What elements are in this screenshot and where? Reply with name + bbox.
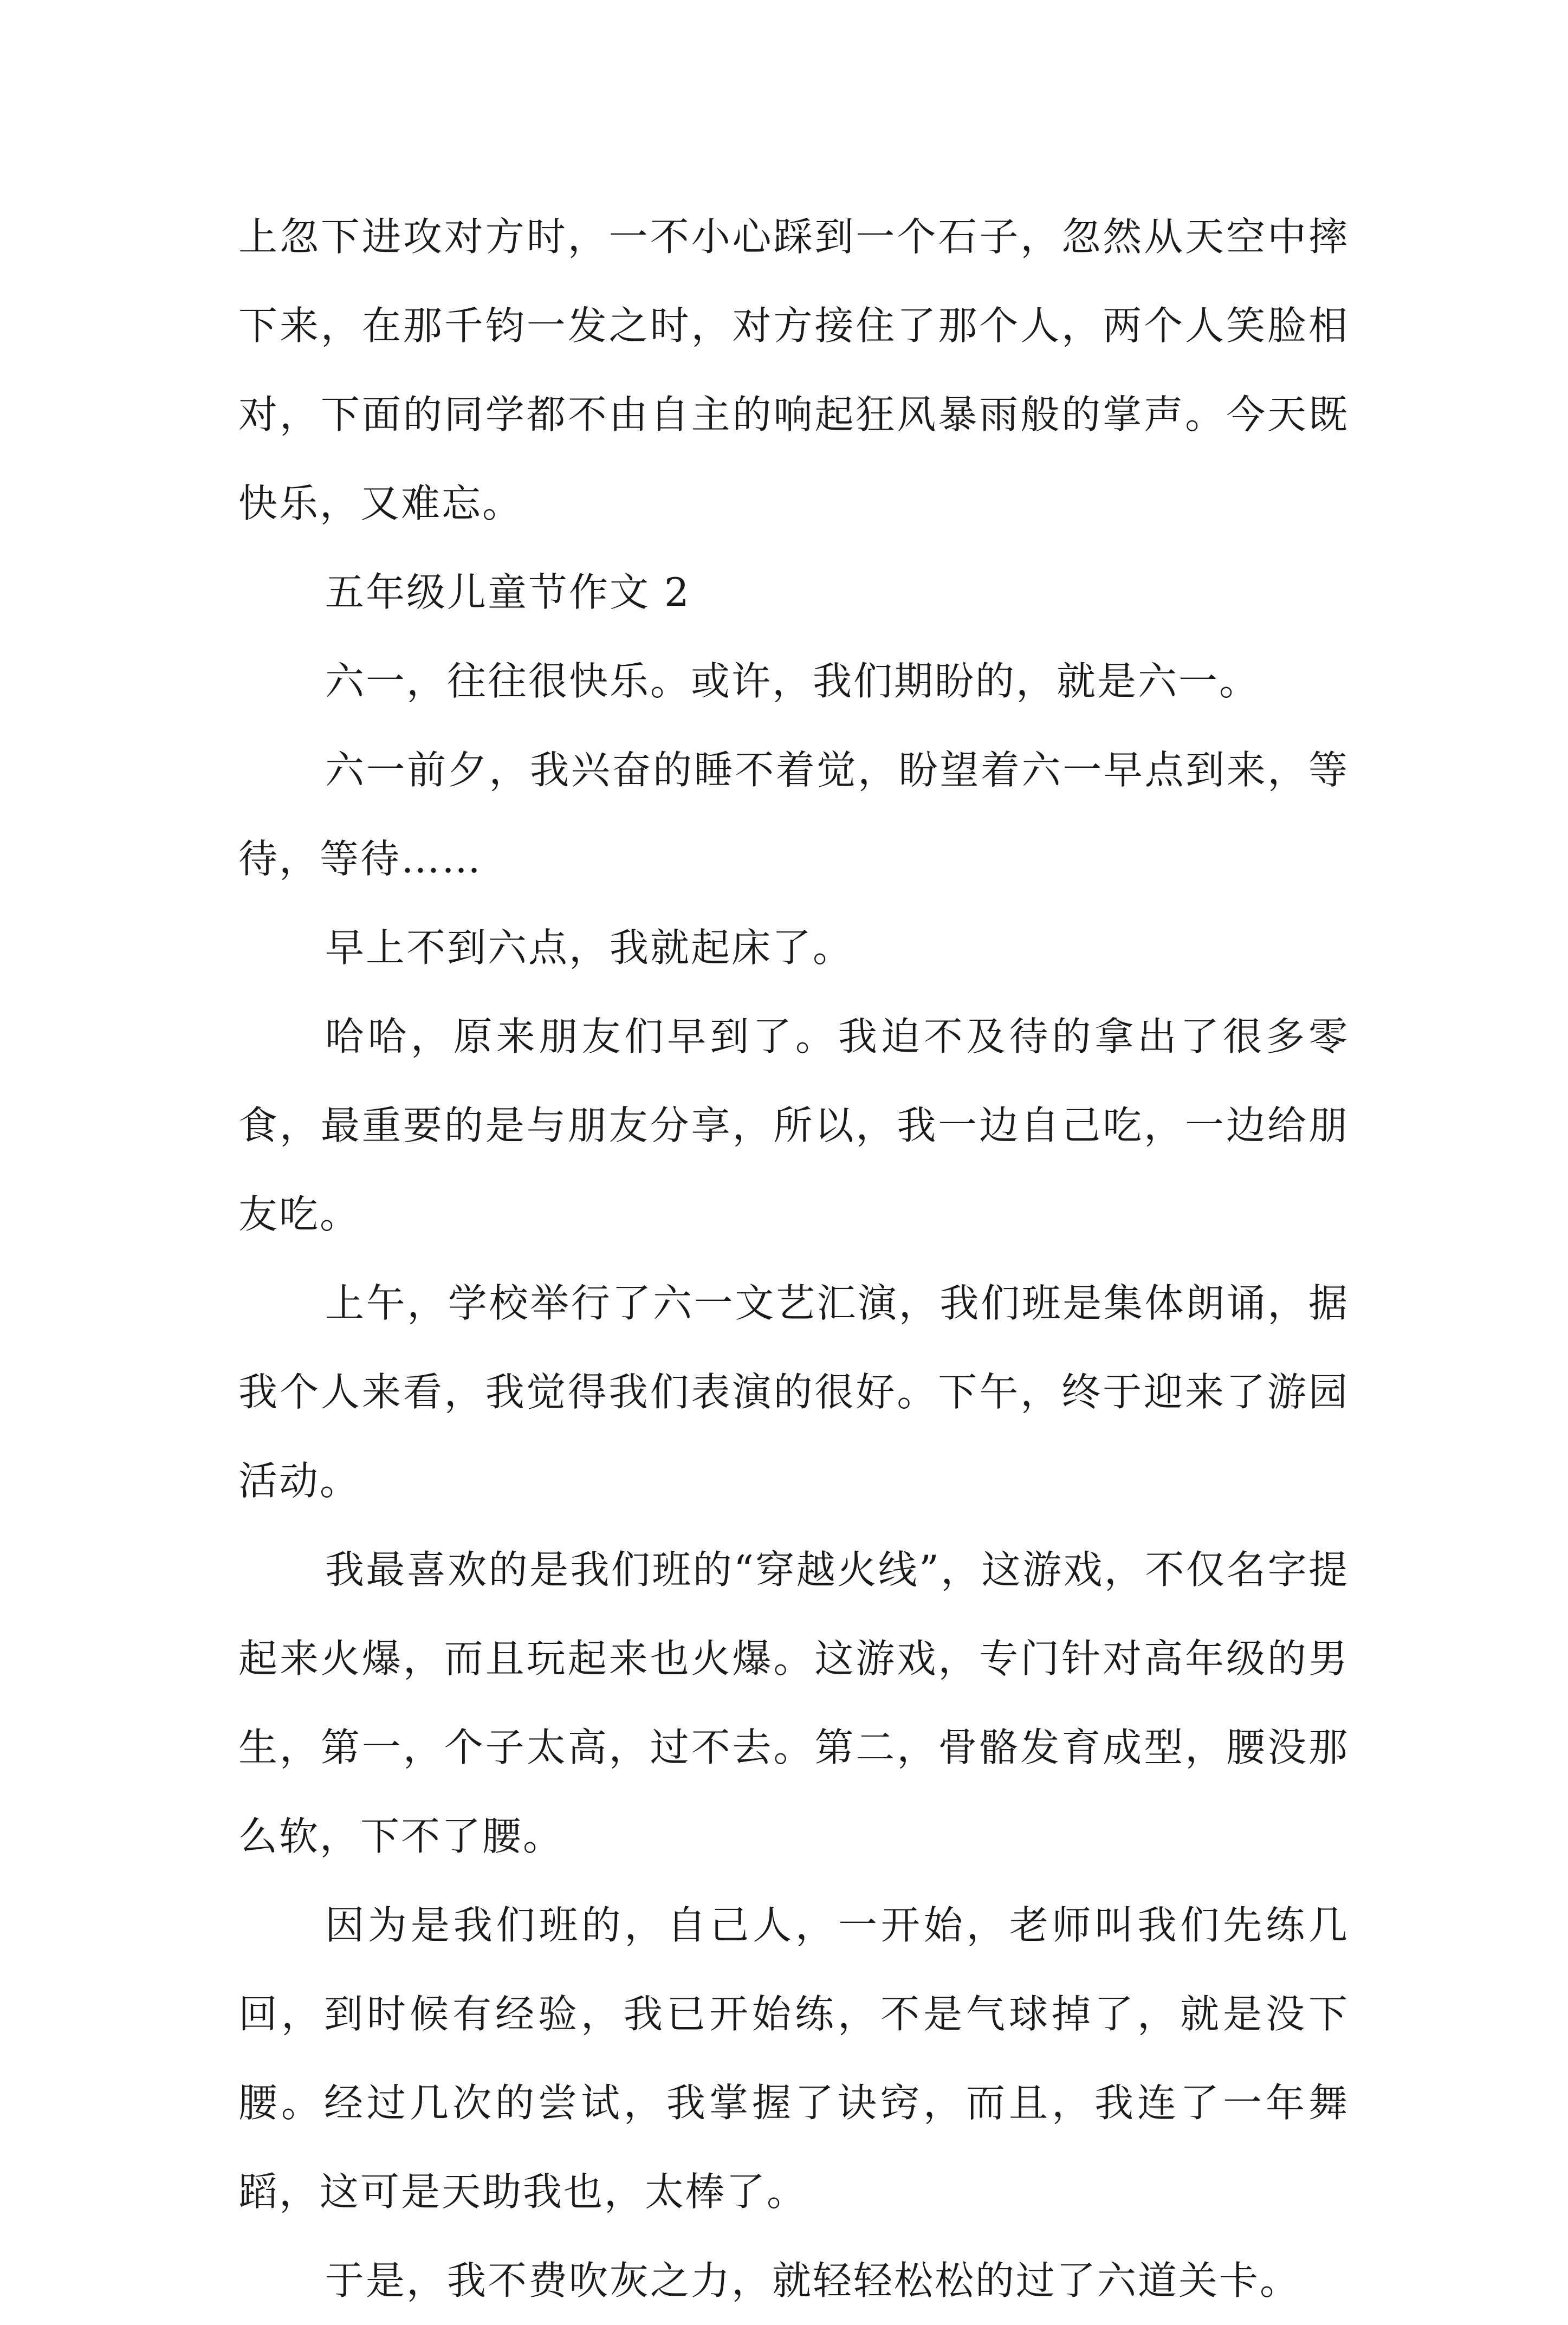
paragraph: 因为是我们班的，自己人，一开始，老师叫我们先练几回，到时候有经验，我已开始练，不是气球掉了，就是没下腰。经过几次的尝试，我掌握了诀窍，而且，我连了一年舞蹈，这可是天助我也，太棒了。 (238, 1902, 1349, 2214)
paragraph-continued: 上忽下进攻对方时，一不小心踩到一个石子，忽然从天空中摔下来，在那千钧一发之时，对方接住了那个人，两个人笑脸相对，下面的同学都不由自主的响起狂风暴雨般的掌声。今天既快乐，又难忘。 (238, 214, 1349, 526)
paragraph: 六一前夕，我兴奋的睡不着觉，盼望着六一早点到来，等待，等待…… (238, 747, 1349, 882)
document-body (238, 192, 1349, 2325)
paragraph: 于是，我不费吹灰之力，就轻轻松松的过了六道关卡。 (325, 2258, 1301, 2303)
paragraph: 我最喜欢的是我们班的“穿越火线”，这游戏，不仅名字提起来火爆，而且玩起来也火爆。这游戏，专门针对高年级的男生，第一，个子太高，过不去。第二，骨骼发育成型，腰没那么软，下不了腰。 (238, 1547, 1349, 1859)
paragraph: 哈哈，原来朋友们早到了。我迫不及待的拿出了很多零食，最重要的是与朋友分享，所以，我一边自己吃，一边给朋友吃。 (238, 1014, 1349, 1237)
paragraph: 六一，往往很快乐。或许，我们期盼的，就是六一。 (325, 658, 1260, 704)
section-heading: 五年级儿童节作文 2 (325, 569, 691, 615)
paragraph: 早上不到六点，我就起床了。 (325, 925, 854, 970)
paragraph: 上午，学校举行了六一文艺汇演，我们班是集体朗诵，据我个人来看，我觉得我们表演的很好。下午，终于迎来了游园活动。 (238, 1280, 1349, 1504)
